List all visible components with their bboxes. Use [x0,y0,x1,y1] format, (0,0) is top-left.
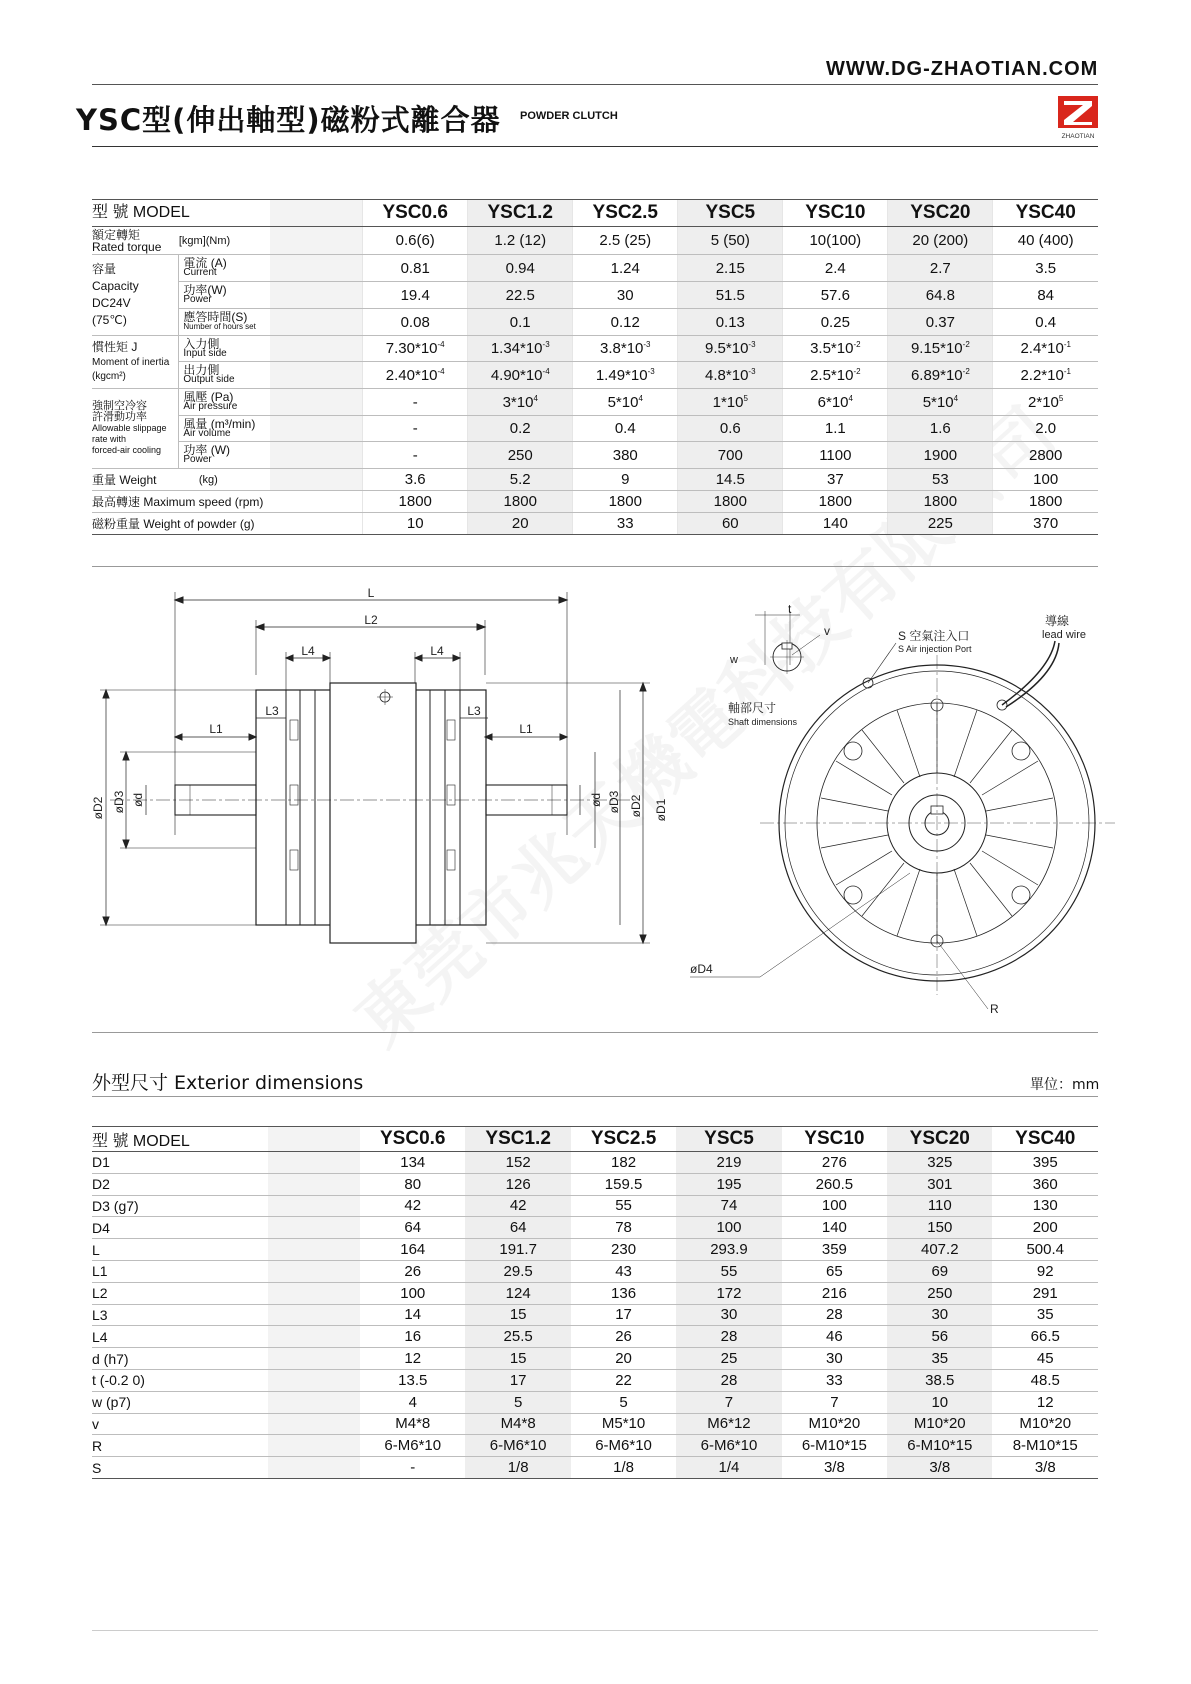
row-label: L1 [92,1260,268,1282]
cell-value: 43 [571,1260,676,1282]
row-label: v [92,1413,268,1435]
spec-header-row: 型 號 MODEL YSC0.6 YSC1.2 YSC2.5 YSC5 YSC10 YSC20 YSC40 [92,200,1098,227]
cell-value: 100 [676,1217,781,1239]
dim-w: w [730,654,738,666]
cell-value: M4*8 [465,1413,570,1435]
cell-value: 1/4 [676,1457,781,1479]
air-port-cn: S 空氣注入口 [898,629,970,643]
exterior-title: 外型尺寸 Exterior dimensions [92,1072,364,1094]
cell-value: M10*20 [992,1413,1098,1435]
powder-weight-row: 磁粉重量 Weight of powder (g) 10 20 33 60 140 225 370 [92,513,1098,535]
cell-value: 46 [782,1326,887,1348]
cell-value: M10*20 [887,1413,992,1435]
cell-value: 20 [571,1348,676,1370]
inertia-output-row: 出力側 Output side $2.40*10^{-4}$ $4.90*10^{-4}$ $1.49*10^{-3}$ $4.8*10^{-3}$ $2.5*10^{-2}$ $6.89*10^{-2}$ $2.2*10^{-1}$ [92,362,1098,389]
row-label: D4 [92,1217,268,1239]
exterior-row [92,1326,1098,1348]
cell-value: 30 [887,1304,992,1326]
side-view-drawing [90,580,690,1020]
exterior-row [92,1173,1098,1195]
cell-value: 29.5 [465,1260,570,1282]
lead-wire-en: lead wire [1042,629,1087,641]
exterior-row [92,1217,1098,1239]
cell-value: 1/8 [571,1457,676,1479]
unit-label: 單位：mm [1030,1077,1100,1093]
cell-value: 25 [676,1348,781,1370]
cell-value: M4*8 [360,1413,465,1435]
response-time-row: 應答時間(S) Number of hours set 0.08 0.1 0.12 0.13 0.25 0.37 0.4 [92,309,1098,336]
inertia-input-row: 慣性矩 J Moment of inertia (kgcm²) 入力側 Input side $7.30*10^{-4}$ $1.34*10^{-3}$ $3.8*10^{-3}$ $9.5*10^{-3}$ $3.5*10^{-2}$ $9.15*10^{-2}$ $2.4*10^{-1}$ [92,336,1098,362]
cell-value: 92 [992,1260,1098,1282]
air-pressure-row: 強制空冷容 許滑動功率 Allowable slippage rate with forced-air cooling 風壓 (Pa) Air pressure - $3*10^4$ $5*10^4$ $1*10^5$ $6*10^4$ $5*10^4$ $2*10^5$ [92,389,1098,416]
cell-value: 64 [465,1217,570,1239]
cell-value: 38.5 [887,1369,992,1391]
cell-value: 7 [676,1391,781,1413]
cell-value: 64 [360,1217,465,1239]
dim-d-left: ød [131,792,145,808]
cell-value: 124 [465,1282,570,1304]
dim-L2: L2 [364,613,378,627]
cell-value: 28 [676,1326,781,1348]
cell-value: 6-M6*10 [465,1435,570,1457]
cell-value: 17 [465,1369,570,1391]
cell-value: 134 [360,1152,465,1174]
exterior-row [92,1239,1098,1261]
page-title: YSC型(伸出軸型)磁粉式離合器 [76,103,501,137]
cell-value: 500.4 [992,1239,1098,1261]
cell-value: 30 [676,1304,781,1326]
cell-value: 325 [887,1152,992,1174]
cell-value: 159.5 [571,1173,676,1195]
cell-value: 14 [360,1304,465,1326]
dim-D2-right: øD2 [629,794,643,818]
cell-value: 8-M10*15 [992,1435,1098,1457]
cell-value: 276 [782,1152,887,1174]
cell-value: 126 [465,1173,570,1195]
shaft-dim-cn: 軸部尺寸 [728,701,777,715]
torque-row: 額定轉矩 Rated torque [kgm](Nm) 0.6(6) 1.2 (12) 2.5 (25) 5 (50) 10(100) 20 (200) 40 (400) [92,227,1098,255]
cell-value: 6-M6*10 [360,1435,465,1457]
dim-L: L [367,586,375,600]
cell-value: 140 [782,1217,887,1239]
row-label: d (h7) [92,1348,268,1370]
cell-value: 3/8 [992,1457,1098,1479]
dim-D3-left: øD3 [112,790,126,814]
cell-value: 136 [571,1282,676,1304]
cell-value: 69 [887,1260,992,1282]
cell-value: 1/8 [465,1457,570,1479]
exterior-header-row: 型 號 MODEL YSC0.6 YSC1.2 YSC2.5 YSC5 YSC10 YSC20 YSC40 [92,1127,1098,1152]
cell-value: 55 [571,1195,676,1217]
dim-L4-right: L4 [430,644,444,658]
cell-value: 80 [360,1173,465,1195]
dim-L1-right: L1 [519,722,533,736]
cell-value: 360 [992,1173,1098,1195]
cell-value: 12 [360,1348,465,1370]
cell-value: 110 [887,1195,992,1217]
cell-value: 150 [887,1217,992,1239]
lead-wire-cn: 導線 [1045,614,1070,628]
row-label: t (-0.2 0) [92,1369,268,1391]
cell-value: 17 [571,1304,676,1326]
row-label: R [92,1435,268,1457]
cell-value: 200 [992,1217,1098,1239]
exterior-row [92,1457,1098,1479]
cell-value: 22 [571,1369,676,1391]
cell-value: 230 [571,1239,676,1261]
cell-value: M6*12 [676,1413,781,1435]
row-label: D1 [92,1152,268,1174]
dim-v: v [824,624,830,638]
row-label: S [92,1457,268,1479]
cell-value: 293.9 [676,1239,781,1261]
dim-D4: øD4 [690,962,713,976]
cell-value: 260.5 [782,1173,887,1195]
cell-value: 219 [676,1152,781,1174]
cell-value: 3/8 [782,1457,887,1479]
exterior-row [92,1282,1098,1304]
exterior-row [92,1304,1098,1326]
cell-value: 12 [992,1391,1098,1413]
cell-value: M5*10 [571,1413,676,1435]
cell-value: 25.5 [465,1326,570,1348]
cell-value: 66.5 [992,1326,1098,1348]
dim-L3-left: L3 [265,704,279,718]
cell-value: 30 [782,1348,887,1370]
exterior-row [92,1369,1098,1391]
air-port-en: S Air injection Port [898,644,972,654]
cell-value: 164 [360,1239,465,1261]
row-label: D3 (g7) [92,1195,268,1217]
cell-value: 26 [571,1326,676,1348]
cell-value: M10*20 [782,1413,887,1435]
shaft-dim-en: Shaft dimensions [728,717,798,727]
power-row: 功率(W) Power 19.4 22.5 30 51.5 57.6 64.8 84 [92,282,1098,309]
dim-d-right: ød [589,792,603,808]
cell-value: 35 [887,1348,992,1370]
cell-value: 172 [676,1282,781,1304]
cell-value: 3/8 [887,1457,992,1479]
dim-L4-left: L4 [301,644,315,658]
cell-value: 42 [360,1195,465,1217]
exterior-row [92,1348,1098,1370]
cell-value: 359 [782,1239,887,1261]
cell-value: 6-M10*15 [887,1435,992,1457]
cell-value: 4 [360,1391,465,1413]
cell-value: 216 [782,1282,887,1304]
dim-D3-right: øD3 [607,790,621,814]
cell-value: 28 [676,1369,781,1391]
cell-value: 395 [992,1152,1098,1174]
cell-value: 56 [887,1326,992,1348]
cell-value: 152 [465,1152,570,1174]
cell-value: 26 [360,1260,465,1282]
front-view-drawing [690,595,1100,1025]
cell-value: 28 [782,1304,887,1326]
model-label: 型 號 MODEL [92,1127,268,1152]
row-label: D2 [92,1173,268,1195]
cell-value: 74 [676,1195,781,1217]
cell-value: 182 [571,1152,676,1174]
cell-value: 6-M6*10 [676,1435,781,1457]
dim-D2-left: øD2 [91,796,105,820]
exterior-row [92,1435,1098,1457]
cell-value: 15 [465,1304,570,1326]
dim-R: R [990,1002,999,1016]
air-volume-row: 風量 (m³/min) Air volume - 0.2 0.4 0.6 1.1 1.6 2.0 [92,416,1098,442]
cell-value: - [360,1457,465,1479]
current-row: 容量 Capacity DC24V (75℃) 電流 (A) Current 0.81 0.94 1.24 2.15 2.4 2.7 3.5 [92,255,1098,282]
row-label: L3 [92,1304,268,1326]
website-url: WWW.DG-ZHAOTIAN.COM [826,58,1099,80]
row-label: L2 [92,1282,268,1304]
cell-value: 65 [782,1260,887,1282]
exterior-row [92,1152,1098,1174]
cell-value: 15 [465,1348,570,1370]
row-label: L4 [92,1326,268,1348]
cell-value: 35 [992,1304,1098,1326]
zhaotian-logo [1058,92,1098,140]
cell-value: 6-M6*10 [571,1435,676,1457]
exterior-row [92,1413,1098,1435]
cell-value: 55 [676,1260,781,1282]
cell-value: 78 [571,1217,676,1239]
dim-t: t [788,602,792,616]
row-label: L [92,1239,268,1261]
cell-value: 48.5 [992,1369,1098,1391]
cell-value: 291 [992,1282,1098,1304]
cell-value: 407.2 [887,1239,992,1261]
exterior-table [92,1126,1098,1479]
cell-value: 45 [992,1348,1098,1370]
cell-value: 250 [887,1282,992,1304]
weight-row: 重量 Weight (kg) 3.6 5.2 9 14.5 37 53 100 [92,469,1098,491]
dim-D1: øD1 [654,798,668,822]
cell-value: 33 [782,1369,887,1391]
cell-value: 42 [465,1195,570,1217]
cell-value: 6-M10*15 [782,1435,887,1457]
cell-value: 301 [887,1173,992,1195]
cell-value: 195 [676,1173,781,1195]
spec-table [92,199,1098,535]
cell-value: 5 [465,1391,570,1413]
cell-value: 5 [571,1391,676,1413]
exterior-row [92,1391,1098,1413]
exterior-row [92,1260,1098,1282]
logo-text: ZHAOTIAN [1061,133,1095,140]
cell-value: 10 [887,1391,992,1413]
max-speed-row: 最高轉速 Maximum speed (rpm) 1800 1800 1800 1800 1800 1800 1800 [92,491,1098,513]
page-subtitle: POWDER CLUTCH [520,110,618,122]
model-label: 型 號 MODEL [92,200,270,227]
cell-value: 130 [992,1195,1098,1217]
dim-L3-right: L3 [467,704,481,718]
cell-value: 100 [782,1195,887,1217]
exterior-row [92,1195,1098,1217]
cell-value: 13.5 [360,1369,465,1391]
cell-value: 100 [360,1282,465,1304]
cell-value: 16 [360,1326,465,1348]
cell-value: 191.7 [465,1239,570,1261]
air-power-row: 功率 (W) Power - 250 380 700 1100 1900 2800 [92,442,1098,469]
row-label: w (p7) [92,1391,268,1413]
dim-L1-left: L1 [209,722,223,736]
cell-value: 7 [782,1391,887,1413]
